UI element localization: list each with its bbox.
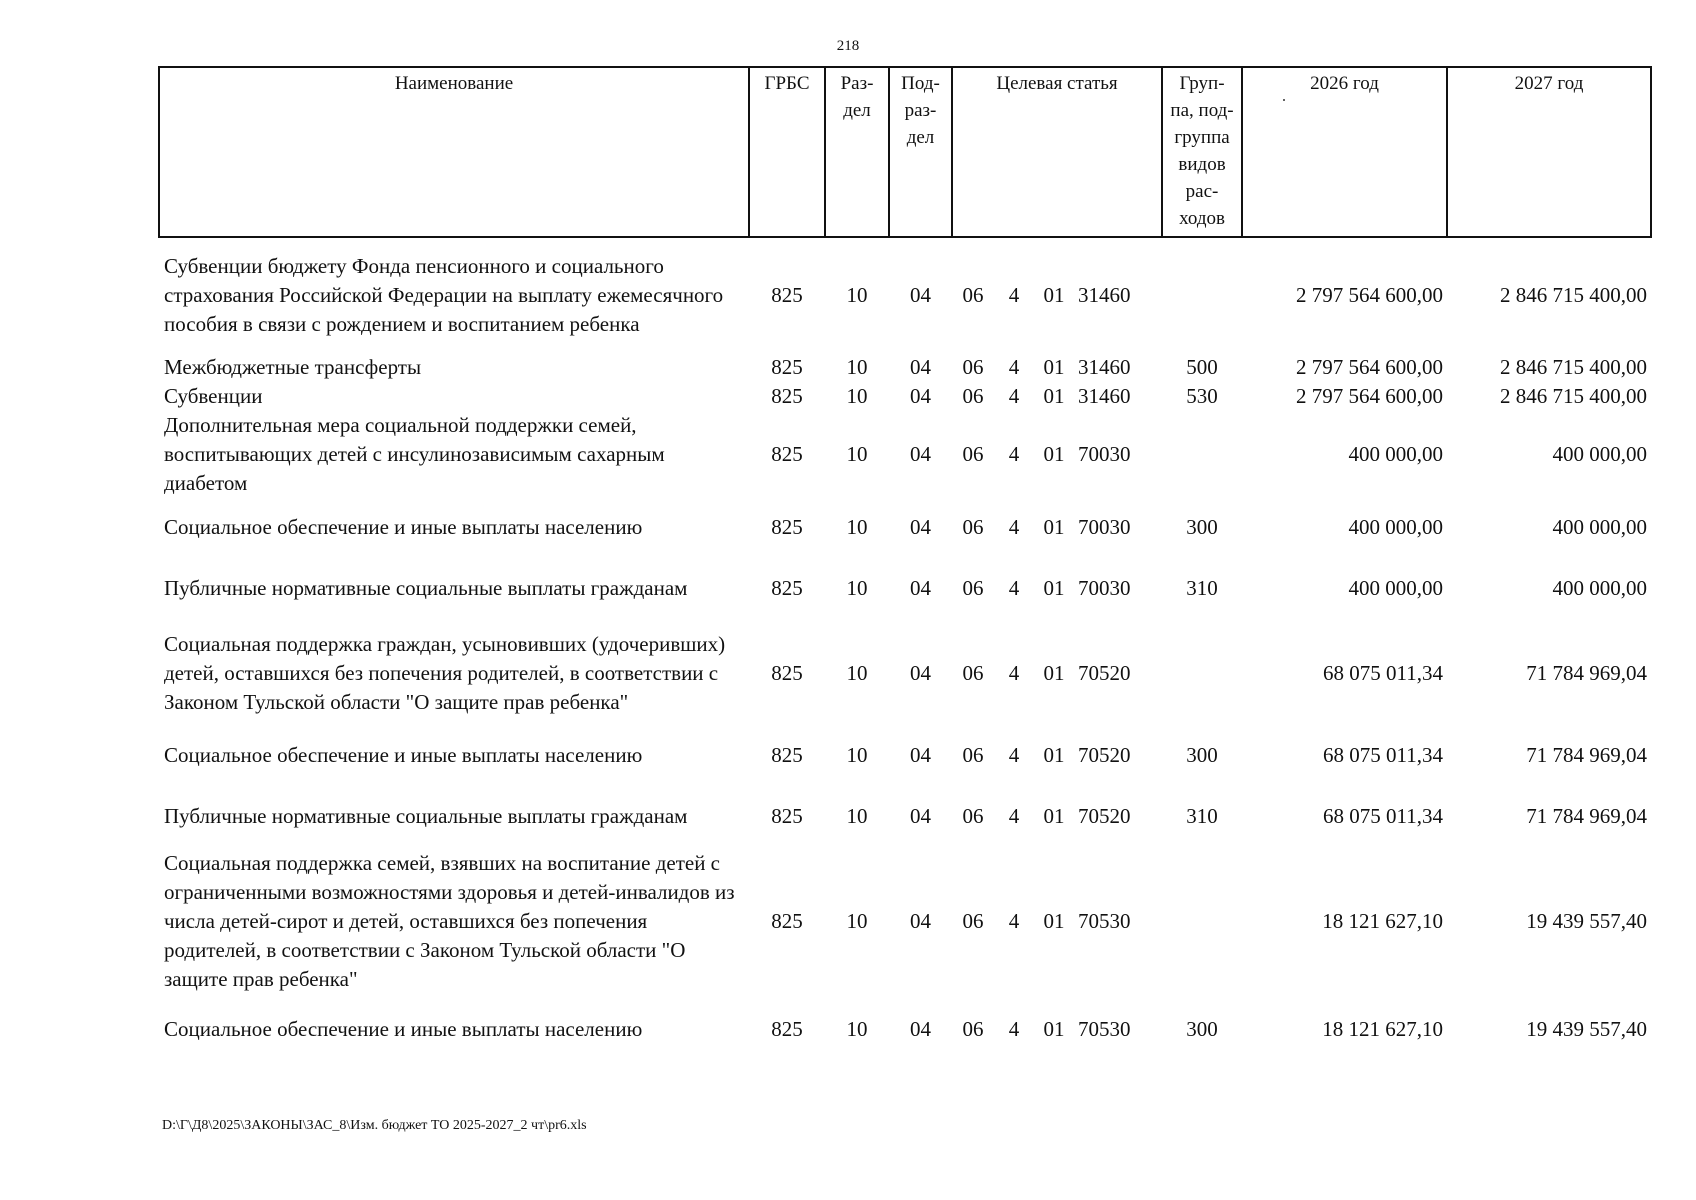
cell-y2027: 2 846 715 400,00 xyxy=(1500,384,1648,408)
cell-t2: 4 xyxy=(1008,908,1020,933)
cell-grbs: 825 xyxy=(771,355,803,379)
cell-subsection: 04 xyxy=(910,384,931,408)
cell-t2: 4 xyxy=(1008,384,1020,408)
page-number: 218 xyxy=(836,38,860,54)
cell-t3: 01 xyxy=(1043,908,1065,933)
cell-subsection: 04 xyxy=(910,742,931,767)
cell-name: Публичные нормативные социальные выплаты гражданам xyxy=(164,575,688,600)
cell-y2027: 2 846 715 400,00 xyxy=(1500,355,1648,379)
cell-y2026: 2 797 564 600,00 xyxy=(1296,384,1444,408)
cell-section: 10 xyxy=(846,660,868,685)
cell-grbs: 825 xyxy=(771,660,803,685)
cell-t1: 06 xyxy=(962,442,984,466)
table-body xyxy=(159,237,1651,1064)
cell-group xyxy=(1162,620,1242,726)
table-row xyxy=(159,411,1651,498)
cell-y2027: 71 784 969,04 xyxy=(1526,803,1648,828)
table-row xyxy=(159,556,1651,620)
cell-name: Субвенции бюджету Фонда пенсионного и социального страхования Российской Федерации на выплату ежемесячного пособия в связи с рождением и воспитанием ребенка xyxy=(164,254,724,336)
cell-t3: 01 xyxy=(1043,1016,1065,1041)
table-row xyxy=(159,848,1651,994)
cell-t4: 31460 xyxy=(1078,283,1131,307)
cell-t4: 70030 xyxy=(1078,575,1131,600)
cell-section: 10 xyxy=(846,1016,868,1041)
cell-t4: 70520 xyxy=(1078,803,1131,828)
cell-group: 300 xyxy=(1186,742,1218,767)
cell-y2026: 68 075 011,34 xyxy=(1323,660,1444,685)
cell-t3: 01 xyxy=(1043,742,1065,767)
cell-t2: 4 xyxy=(1008,803,1020,828)
table-row xyxy=(159,784,1651,848)
cell-t1: 06 xyxy=(962,283,984,307)
cell-subsection: 04 xyxy=(910,803,931,828)
cell-grbs: 825 xyxy=(771,1016,803,1041)
cell-section: 10 xyxy=(846,384,868,408)
cell-y2026: 68 075 011,34 xyxy=(1323,742,1444,767)
cell-y2026: 400 000,00 xyxy=(1348,442,1444,466)
cell-y2027: 19 439 557,40 xyxy=(1526,1016,1648,1041)
cell-t3: 01 xyxy=(1043,355,1065,379)
cell-t2: 4 xyxy=(1008,283,1020,307)
cell-y2027: 400 000,00 xyxy=(1552,442,1648,466)
cell-section: 10 xyxy=(846,803,868,828)
cell-section: 10 xyxy=(846,442,868,466)
cell-section: 10 xyxy=(846,575,868,600)
cell-group: 300 xyxy=(1186,514,1218,539)
cell-group xyxy=(1162,237,1242,353)
header-year-2026: 2026 год xyxy=(1242,67,1447,237)
table-row xyxy=(159,994,1651,1064)
cell-subsection: 04 xyxy=(910,1016,931,1041)
cell-t2: 4 xyxy=(1008,742,1020,767)
cell-group: 300 xyxy=(1186,1016,1218,1041)
table-row xyxy=(159,237,1651,353)
cell-y2027: 71 784 969,04 xyxy=(1526,742,1648,767)
cell-group xyxy=(1162,848,1242,994)
cell-section: 10 xyxy=(846,283,868,307)
cell-t2: 4 xyxy=(1008,514,1020,539)
cell-y2026: 400 000,00 xyxy=(1348,575,1444,600)
table-row xyxy=(159,726,1651,784)
cell-y2026: 68 075 011,34 xyxy=(1323,803,1444,828)
cell-name: Социальное обеспечение и иные выплаты населению xyxy=(164,1016,643,1041)
cell-t1: 06 xyxy=(962,355,984,379)
cell-y2026: 18 121 627,10 xyxy=(1322,1016,1444,1041)
cell-name: Социальная поддержка граждан, усыновивших (удочеривших) детей, оставшихся без попечения родителей, в соответствии с Законом Тульской области "О защите прав ребенка" xyxy=(164,631,726,714)
cell-grbs: 825 xyxy=(771,742,803,767)
cell-t3: 01 xyxy=(1043,283,1065,307)
cell-y2027: 2 846 715 400,00 xyxy=(1500,283,1648,307)
cell-t3: 01 xyxy=(1043,384,1065,408)
cell-grbs: 825 xyxy=(771,283,803,307)
cell-name: Социальное обеспечение и иные выплаты населению xyxy=(164,514,643,539)
cell-t4: 31460 xyxy=(1078,384,1131,408)
cell-t3: 01 xyxy=(1043,575,1065,600)
cell-name: Субвенции xyxy=(164,384,263,408)
cell-y2027: 19 439 557,40 xyxy=(1526,908,1648,933)
cell-subsection: 04 xyxy=(910,908,931,933)
cell-t4: 70520 xyxy=(1078,742,1131,767)
cell-t4: 70030 xyxy=(1078,514,1131,539)
cell-t1: 06 xyxy=(962,742,984,767)
cell-name: Межбюджетные трансферты xyxy=(164,355,422,379)
cell-t4: 70520 xyxy=(1078,660,1131,685)
header-target-article: Целевая статья xyxy=(952,67,1162,237)
cell-grbs: 825 xyxy=(771,514,803,539)
cell-subsection: 04 xyxy=(910,283,931,307)
cell-group xyxy=(1162,411,1242,498)
cell-name: Социальная поддержка семей, взявших на воспитание детей с ограниченными возможностями здоровья и детей-инвалидов из числа детей-сирот и детей, оставшихся без попечения родителей, в соответствии с Законом Тульской области "О защите прав ребенка" xyxy=(164,850,735,991)
cell-t3: 01 xyxy=(1043,660,1065,685)
cell-y2026: 400 000,00 xyxy=(1348,514,1444,539)
cell-t1: 06 xyxy=(962,575,984,600)
header-grbs: ГРБС xyxy=(749,67,825,237)
header-name: Наименование xyxy=(159,67,749,237)
cell-grbs: 825 xyxy=(771,384,803,408)
cell-t1: 06 xyxy=(962,803,984,828)
cell-section: 10 xyxy=(846,514,868,539)
table-row xyxy=(159,382,1651,411)
cell-section: 10 xyxy=(846,355,868,379)
table-row xyxy=(159,353,1651,382)
header-subsection: Под- раз- дел xyxy=(889,67,952,237)
table-header xyxy=(159,67,1651,237)
cell-group: 530 xyxy=(1186,384,1218,408)
cell-subsection: 04 xyxy=(910,575,931,600)
cell-t1: 06 xyxy=(962,514,984,539)
cell-group: 500 xyxy=(1186,355,1218,379)
cell-grbs: 825 xyxy=(771,442,803,466)
cell-y2026: 18 121 627,10 xyxy=(1322,908,1444,933)
cell-t4: 70530 xyxy=(1078,1016,1131,1041)
cell-y2027: 71 784 969,04 xyxy=(1526,660,1648,685)
table-row xyxy=(159,498,1651,556)
cell-section: 10 xyxy=(846,742,868,767)
cell-subsection: 04 xyxy=(910,514,931,539)
cell-t1: 06 xyxy=(962,384,984,408)
cell-t2: 4 xyxy=(1008,442,1020,466)
cell-subsection: 04 xyxy=(910,442,931,466)
cell-t2: 4 xyxy=(1008,355,1020,379)
cell-t1: 06 xyxy=(962,908,984,933)
cell-t3: 01 xyxy=(1043,803,1065,828)
cell-name: Публичные нормативные социальные выплаты гражданам xyxy=(164,803,688,828)
cell-subsection: 04 xyxy=(910,660,931,685)
header-year-2027: 2027 год xyxy=(1447,67,1651,237)
cell-y2027: 400 000,00 xyxy=(1552,575,1648,600)
file-path: D:\Г\Д8\2025\ЗАКОНЫ\ЗАС_8\Изм. бюджет ТО 2025-2027_2 чт\pr6.xls xyxy=(162,1118,587,1133)
cell-t1: 06 xyxy=(962,660,984,685)
cell-name: Дополнительная мера социальной поддержки семей, воспитывающих детей с инсулинозависимым сахарным диабетом xyxy=(164,413,665,495)
cell-y2027: 400 000,00 xyxy=(1552,514,1648,539)
cell-y2026: 2 797 564 600,00 xyxy=(1296,283,1444,307)
cell-subsection: 04 xyxy=(910,355,931,379)
header-expense-group: Груп- па, под- группа видов рас- ходов xyxy=(1162,67,1242,237)
table-row xyxy=(159,620,1651,726)
cell-name: Социальное обеспечение и иные выплаты населению xyxy=(164,742,643,767)
cell-y2026: 2 797 564 600,00 xyxy=(1296,355,1444,379)
cell-group: 310 xyxy=(1186,575,1218,600)
cell-grbs: 825 xyxy=(771,803,803,828)
cell-t3: 01 xyxy=(1043,442,1065,466)
budget-table xyxy=(158,66,1652,1064)
cell-t4: 70030 xyxy=(1078,442,1131,466)
cell-t4: 70530 xyxy=(1078,908,1131,933)
cell-t2: 4 xyxy=(1008,1016,1020,1041)
cell-t3: 01 xyxy=(1043,514,1065,539)
cell-t1: 06 xyxy=(962,1016,984,1041)
cell-t4: 31460 xyxy=(1078,355,1131,379)
header-section: Раз- дел xyxy=(825,67,889,237)
cell-grbs: 825 xyxy=(771,575,803,600)
cell-t2: 4 xyxy=(1008,660,1020,685)
cell-section: 10 xyxy=(846,908,868,933)
cell-group: 310 xyxy=(1186,803,1218,828)
cell-grbs: 825 xyxy=(771,908,803,933)
cell-t2: 4 xyxy=(1008,575,1020,600)
